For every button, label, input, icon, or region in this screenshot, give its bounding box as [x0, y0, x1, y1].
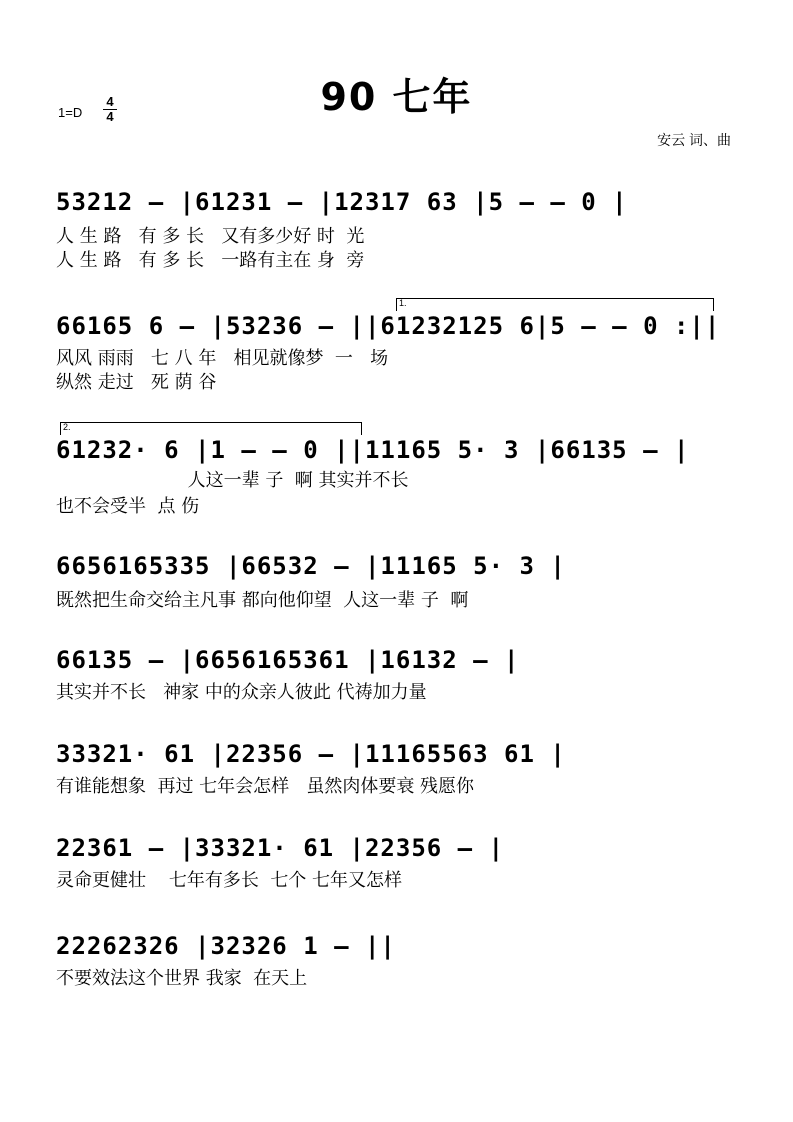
lyric-line-chorus: 人这一辈 子 啊 其实并不长: [56, 470, 409, 491]
lyric-line: 既然把生命交给主凡事 都向他仰望 人这一辈 子 啊: [56, 590, 469, 611]
notation-line: 22361 – |33321· 61 |22356 – |: [56, 834, 505, 862]
notation-line: 61232· 6 |1 – – 0 ||11165 5· 3 |66135 – |: [56, 436, 690, 464]
notation-line: 66165 6 – |53236 – ||61232125 6|5 – – 0 :||: [56, 312, 721, 340]
second-ending-label: 2.: [63, 422, 71, 432]
lyric-line: 其实并不长 神家 中的众亲人彼此 代祷加力量: [56, 682, 427, 703]
lyric-line: 有谁能想象 再过 七年会怎样 虽然肉体要衰 残愿你: [56, 776, 475, 797]
composer-credit: 安云 词、曲: [657, 132, 731, 148]
lyric-line-verse-2: 纵然 走过 死 荫 谷: [56, 372, 217, 393]
first-ending-bracket: [396, 298, 714, 311]
time-denominator: 4: [103, 109, 117, 124]
notation-line: 22262326 |32326 1 – ||: [56, 932, 396, 960]
lyric-line: 不要效法这个世界 我家 在天上: [56, 968, 308, 989]
notation-line: 66135 – |6656165361 |16132 – |: [56, 646, 520, 674]
notation-line: 6656165335 |66532 – |11165 5· 3 |: [56, 552, 566, 580]
notation-line: 33321· 61 |22356 – |11165563 61 |: [56, 740, 566, 768]
song-title: 90 七年: [320, 75, 473, 119]
first-ending-label: 1.: [399, 298, 407, 308]
key-signature: 1=D: [58, 105, 83, 120]
notation-line: 53212 – |61231 – |12317 63 |5 – – 0 |: [56, 188, 628, 216]
time-numerator: 4: [106, 94, 114, 109]
time-signature: [103, 95, 117, 124]
lyric-line-verse-2: 人 生 路 有 多 长 一路有主在 身 旁: [56, 250, 365, 271]
lyric-line-verse-2: 也不会受半 点 伤: [56, 496, 200, 517]
second-ending-bracket: [60, 422, 362, 435]
lyric-line: 灵命更健壮 七年有多长 七个 七年又怎样: [56, 870, 403, 891]
lyric-line-verse-1: 风风 雨雨 七 八 年 相见就像梦 一 场: [56, 348, 389, 369]
lyric-line-verse-1: 人 生 路 有 多 长 又有多少好 时 光: [56, 226, 365, 247]
